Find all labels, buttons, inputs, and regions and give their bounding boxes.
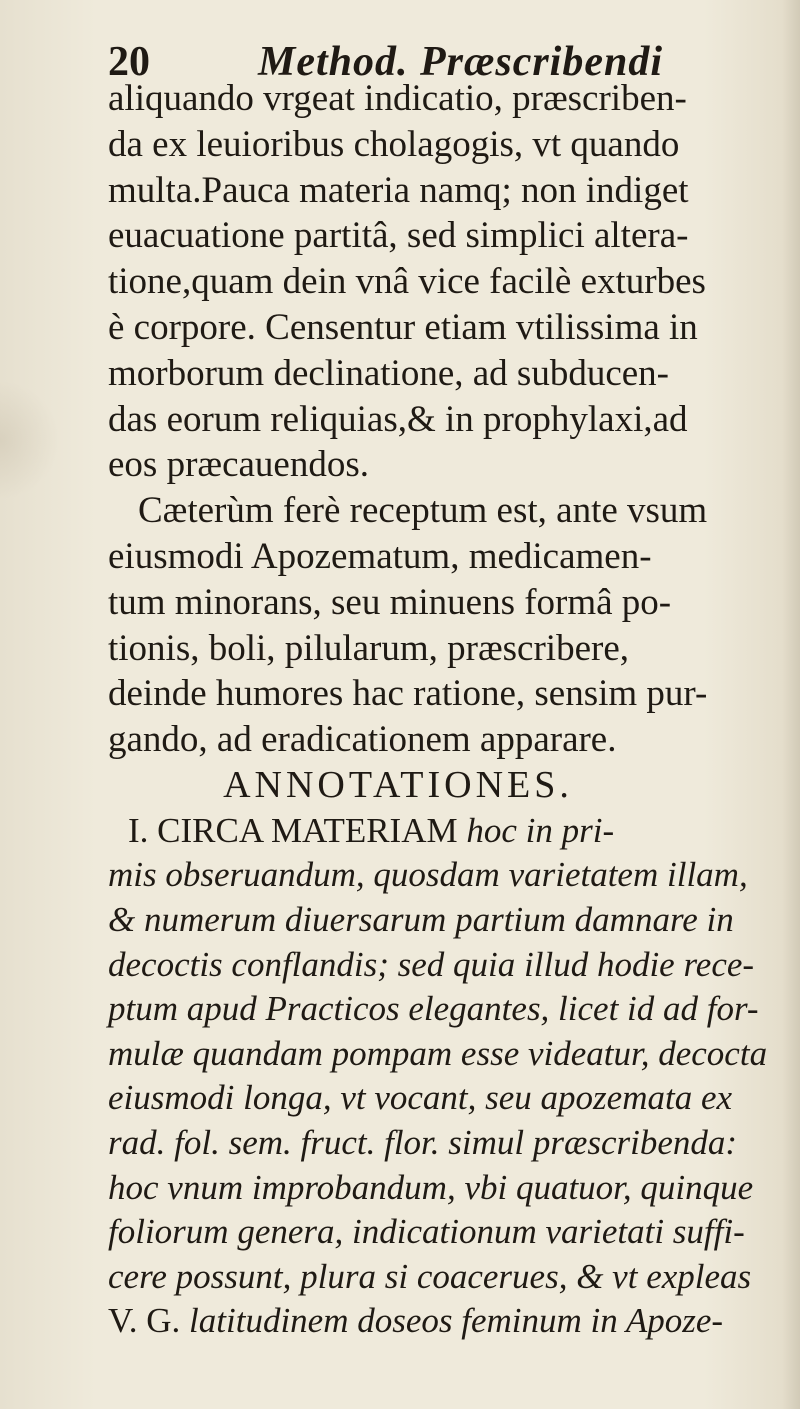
note-line: & numerum diuersarum partium damnare in [108,899,734,939]
text-line: è corpore. Censentur etiam vtilissima in [108,306,698,348]
note-line: foliorum genera, indicationum varietati suffi- [108,1212,745,1252]
section-heading: ANNOTATIONES. [223,763,573,806]
note-first-line-rest: hoc in pri- [466,810,615,850]
note-lead-caps: CIRCA MATERIAM [157,810,458,850]
text-line: deinde humores hac ratione, sensim pur- [108,673,708,715]
text-line: eos præcauendos. [108,444,369,486]
note-line: cere possunt, plura si coacerues, & vt expleas [108,1256,752,1296]
note-number: I. [128,810,149,850]
text-line: eiusmodi Apozematum, medicamen- [108,535,652,577]
text-line: da ex leuioribus cholagogis, vt quando [108,123,680,165]
note-line: hoc vnum improbandum, vbi quatuor, quinque [108,1167,754,1207]
text-line: Cæterùm ferè receptum est, ante vsum [138,490,708,532]
paper-stain [0,380,60,500]
note-line: decoctis conflandis; sed quia illud hodie rece- [108,944,755,984]
note-vg: V. G. [108,1301,181,1341]
text-line: aliquando vrgeat indicatio, præscriben- [108,78,687,119]
text-line: multa.Pauca materia namq; non indiget [108,169,689,211]
text-line: das eorum reliquias,& in prophylaxi,ad [108,398,688,440]
running-title: Method. Præscribendi [258,39,664,85]
note-line: mis obseruandum, quosdam varietatem illam, [108,855,748,895]
note-line: rad. fol. sem. fruct. flor. simul præscribenda: [108,1122,738,1162]
page-number: 20 [108,39,150,85]
note-last-line [108,1299,798,1344]
note-first-line [108,809,798,854]
text-line: euacuatione partitâ, sed simplici altera- [108,215,689,257]
text-line: morborum declinatione, ad subducen- [108,352,669,394]
note-line: mulæ quandam pompam esse videatur, decocta [108,1033,768,1073]
text-block [108,76,798,1344]
text-line: tione,quam dein vnâ vice facilè exturbes [108,261,706,303]
note-line: ptum apud Practicos elegantes, licet id ad for- [108,989,759,1029]
text-line: gando, ad eradicationem apparare. [108,719,617,761]
text-line: tionis, boli, pilularum, præscribere, [108,627,629,669]
note-line: eiusmodi longa, vt vocant, seu apozemata ex [108,1078,733,1118]
text-line: tum minorans, seu minuens formâ po- [108,581,672,623]
note-last-line-rest: latitudinem doseos feminum in Apoze- [189,1301,724,1341]
